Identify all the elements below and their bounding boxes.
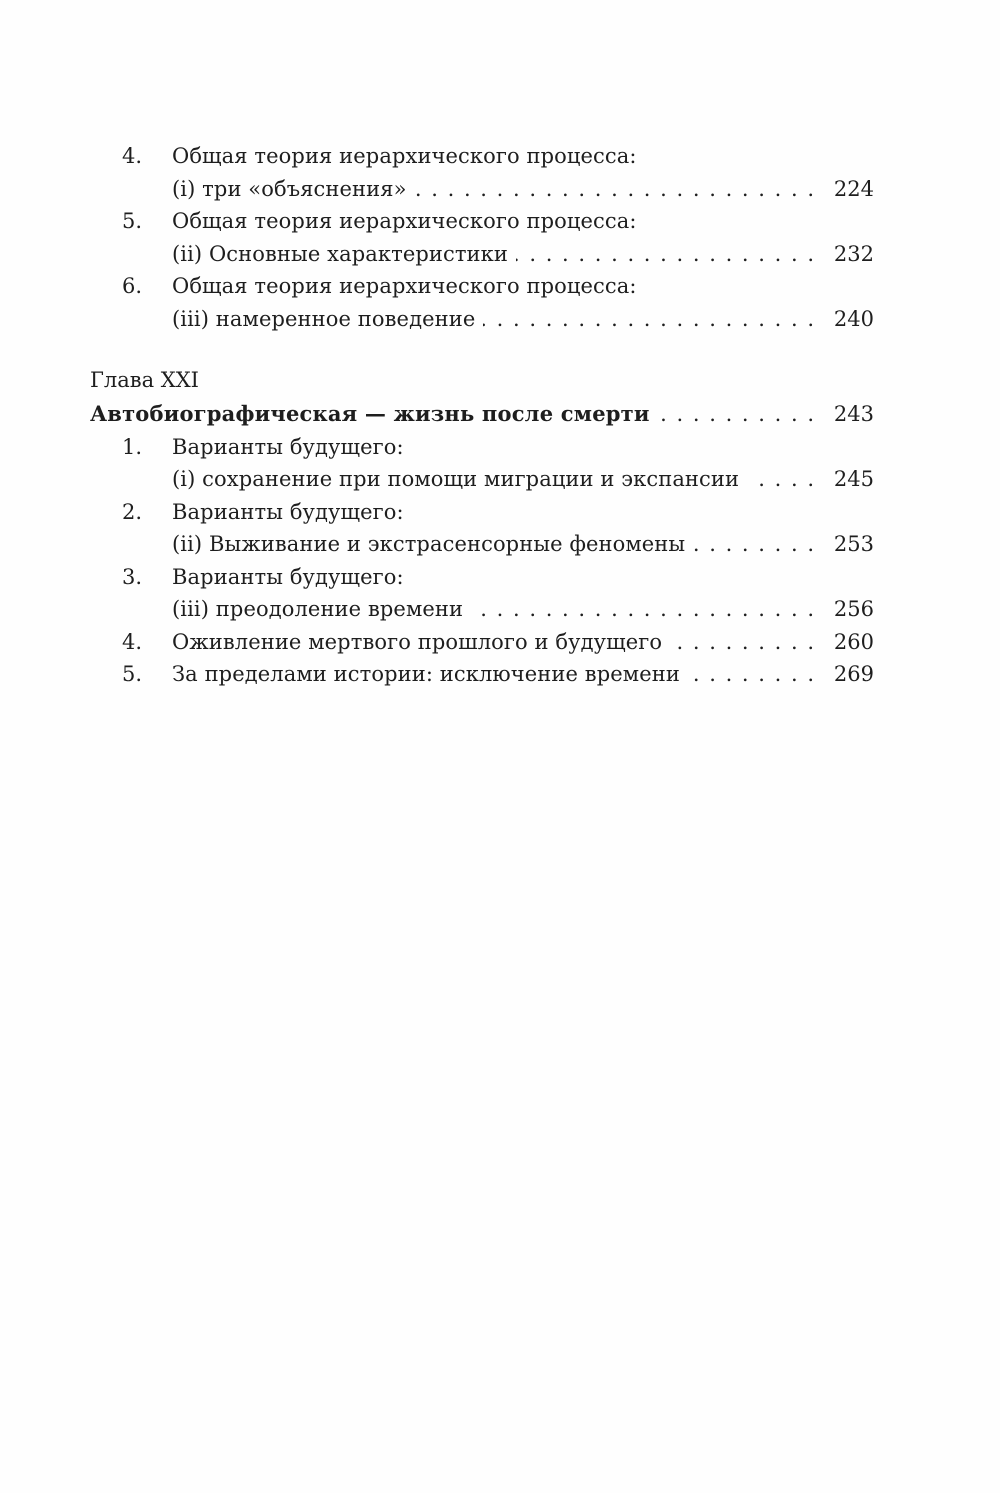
toc-entry-subtitle: (ii) Основные характеристики bbox=[172, 241, 508, 266]
toc-entry-page: 269 bbox=[833, 662, 874, 686]
toc-entry-title: Оживление мертвого прошлого и будущего bbox=[172, 629, 663, 654]
toc-entry-heading-line bbox=[90, 270, 874, 303]
toc-entry-title: Варианты будущего: bbox=[172, 434, 404, 459]
table-of-contents bbox=[90, 140, 874, 691]
toc-entry-subtitle: (i) сохранение при помощи миграции и экспансии bbox=[172, 467, 740, 491]
dot-leader bbox=[688, 658, 814, 691]
toc-entry-number: 5. bbox=[122, 662, 143, 686]
chapter-page: 243 bbox=[833, 402, 874, 426]
toc-entry-page: 260 bbox=[833, 629, 874, 654]
toc-entry-page: 232 bbox=[833, 241, 874, 266]
dot-leader bbox=[415, 173, 814, 206]
toc-entry-title: Общая теория иерархического процесса: bbox=[172, 144, 637, 168]
dot-leader bbox=[658, 398, 814, 431]
toc-entry-subtitle-line bbox=[90, 173, 874, 206]
chapter-entry-4[interactable] bbox=[90, 626, 874, 659]
chapter-entry-3[interactable] bbox=[90, 561, 874, 626]
toc-entry-number: 1. bbox=[122, 434, 143, 459]
toc-entry-page: 240 bbox=[833, 306, 874, 331]
dot-leader bbox=[483, 303, 814, 336]
chapter-label: Глава XXI bbox=[90, 368, 199, 392]
toc-entry-page: 253 bbox=[833, 532, 874, 556]
toc-entry-heading-line bbox=[90, 658, 874, 691]
toc-entry-subtitle-line bbox=[90, 593, 874, 626]
toc-entry-subtitle-line bbox=[90, 238, 874, 271]
toc-entry-subtitle: (i) три «объяснения» bbox=[172, 176, 407, 201]
toc-entry-number: 3. bbox=[122, 564, 143, 589]
toc-entry-heading-line bbox=[90, 561, 874, 594]
chapter-entry-1[interactable] bbox=[90, 431, 874, 496]
toc-entry-subtitle: (iii) намеренное поведение bbox=[172, 306, 476, 331]
toc-entry-heading-line bbox=[90, 140, 874, 173]
toc-entry-heading-line bbox=[90, 496, 874, 529]
dot-leader bbox=[747, 463, 814, 496]
toc-entry-number: 5. bbox=[122, 209, 143, 233]
toc-entry-heading-line bbox=[90, 205, 874, 238]
dot-leader bbox=[516, 238, 814, 271]
toc-entry-title: Общая теория иерархического процесса: bbox=[172, 209, 637, 233]
toc-entry-number: 2. bbox=[122, 499, 143, 524]
chapter-title: Автобиографическая — жизнь после смерти bbox=[90, 401, 650, 426]
toc-entry-4[interactable] bbox=[90, 140, 874, 205]
toc-entry-title: Общая теория иерархического процесса: bbox=[172, 274, 637, 298]
toc-entry-subtitle: (ii) Выживание и экстрасенсорные феномены bbox=[172, 532, 686, 556]
toc-entry-5[interactable] bbox=[90, 205, 874, 270]
toc-entry-number: 6. bbox=[122, 274, 143, 298]
chapter-entry-2[interactable] bbox=[90, 496, 874, 561]
chapter-entry-5[interactable] bbox=[90, 658, 874, 691]
toc-entry-title: Варианты будущего: bbox=[172, 564, 404, 589]
toc-entry-title: За пределами истории: исключение времени bbox=[172, 662, 680, 686]
toc-entry-subtitle-line bbox=[90, 463, 874, 496]
toc-entry-page: 224 bbox=[833, 176, 874, 201]
dot-leader bbox=[670, 626, 814, 659]
toc-entry-subtitle: (iii) преодоление времени bbox=[172, 597, 464, 621]
toc-entry-page: 245 bbox=[833, 467, 874, 491]
toc-entry-6[interactable] bbox=[90, 270, 874, 335]
chapter-title-line[interactable] bbox=[90, 398, 874, 431]
toc-entry-page: 256 bbox=[833, 597, 874, 621]
toc-entry-number: 4. bbox=[122, 144, 143, 168]
toc-entry-heading-line bbox=[90, 626, 874, 659]
toc-entry-subtitle-line bbox=[90, 528, 874, 561]
toc-entry-subtitle-line bbox=[90, 303, 874, 336]
toc-entry-title: Варианты будущего: bbox=[172, 499, 404, 524]
dot-leader bbox=[471, 593, 814, 626]
toc-entry-number: 4. bbox=[122, 629, 143, 654]
dot-leader bbox=[693, 528, 814, 561]
toc-entry-heading-line bbox=[90, 431, 874, 464]
